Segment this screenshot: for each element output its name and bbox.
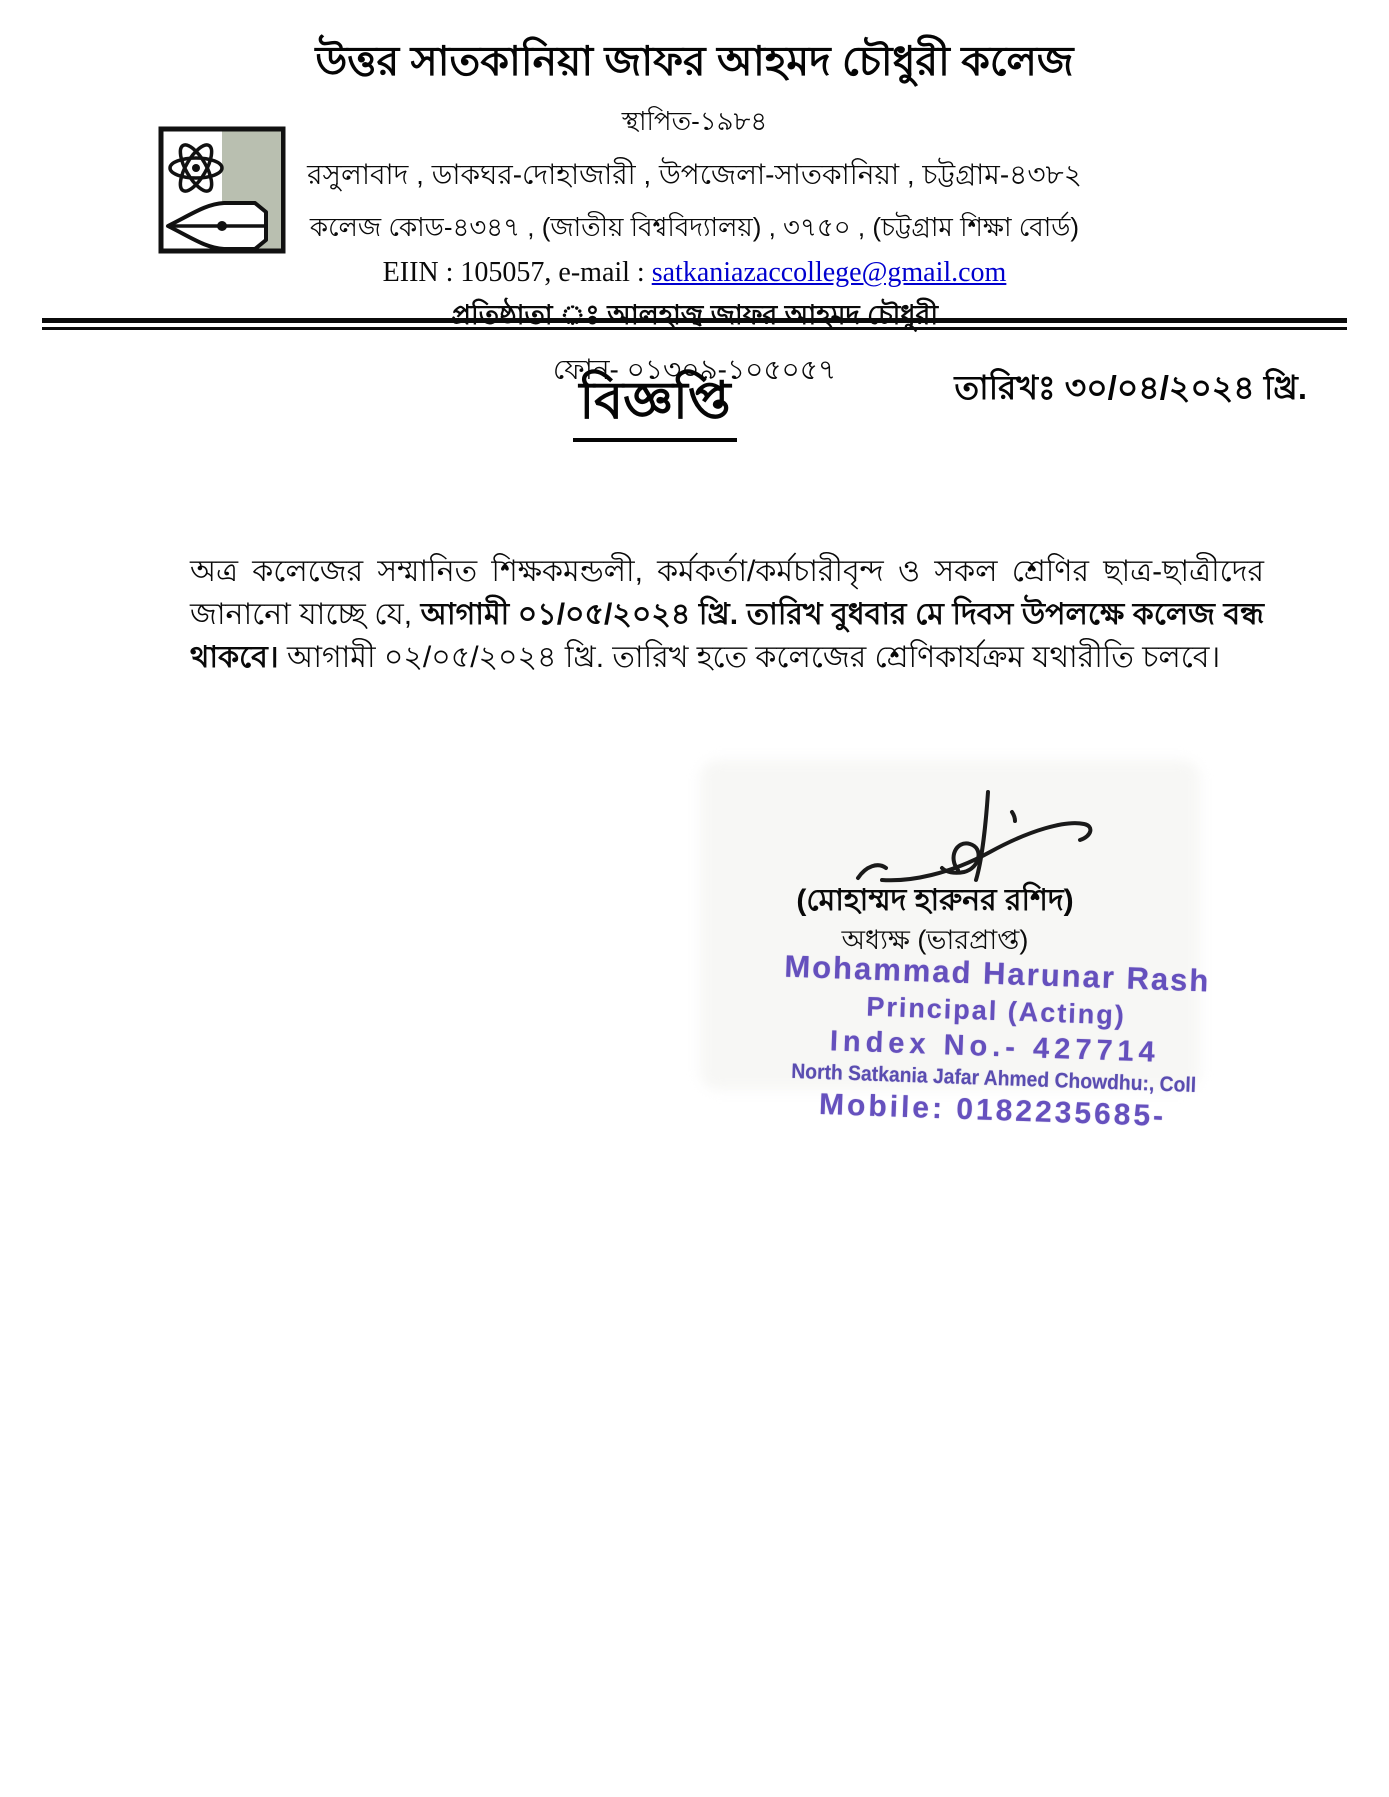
notice-title: বিজ্ঞপ্তি — [573, 372, 736, 442]
stamp-name: Mohammad Harunar Rash — [783, 948, 1211, 999]
letterhead — [0, 36, 1389, 395]
college-name: উত্তর সাতকানিয়া জাফর আহমদ চৌধুরী কলেজ — [315, 38, 1074, 84]
header-divider-rule — [42, 318, 1347, 330]
college-address: রসুলাবাদ , ডাকঘর-দোহাজারী , উপজেলা-সাতকানিয়া , চট্টগ্রাম-৪৩৮২ — [307, 159, 1082, 191]
body-segment-1: অত্র কলেজের সম্মানিত শিক্ষকমন্ডলী, কর্মকর্তা/কর্মচারীবৃন্দ ও সকল শ্রেণির ছাত্র-ছাত্রীদের জানানো যাচ্ছে যে, — [190, 555, 1264, 631]
stamp-mobile: Mobile: 0182235685- — [818, 1087, 1167, 1134]
body-segment-2-bold: আগামী ০১/০৫/২০২৪ খ্রি. তারিখ বুধবার মে দিবস উপলক্ষে কলেজ বন্ধ থাকবে। — [190, 598, 1264, 674]
stamp-index-no: Index No.- 427714 — [829, 1025, 1161, 1069]
founder-line: প্রতিষ্ঠাতা ঃ আলহাজ্ব জাফর আহমদ চৌধুরী — [450, 300, 939, 331]
notice-body — [190, 550, 1264, 679]
signature-handwriting — [840, 782, 1120, 887]
principal-stamp — [737, 947, 1253, 1137]
notice-date: তারিখঃ ৩০/০৪/২০২৪ খ্রি. — [954, 369, 1307, 406]
phone-line: ফোন- ০১৩০৯-১০৫০৫৭ — [552, 354, 837, 386]
eiin-email-line — [0, 257, 1389, 289]
notice-title-wrap — [0, 372, 1310, 442]
body-segment-3: আগামী ০২/০৫/২০২৪ খ্রি. তারিখ হতে কলেজের শ্রেণিকার্যক্রম যথারীতি চলবে। — [278, 641, 1221, 674]
college-code: কলেজ কোড-৪৩৪৭ , (জাতীয় বিশ্ববিদ্যালয়) , ৩৭৫০ , (চট্টগ্রাম শিক্ষা বোর্ড) — [309, 212, 1080, 243]
established-year: স্থাপিত-১৯৮৪ — [621, 106, 768, 137]
email-link[interactable]: satkaniazaccollege@gmail.com — [651, 257, 1007, 289]
eiin-label: EIIN : 105057, e-mail : — [382, 257, 652, 289]
stamp-college-name: North Satkania Jafar Ahmed Chowdhu:, Coll — [790, 1059, 1197, 1098]
stamp-designation: Principal (Acting) — [865, 991, 1127, 1031]
signatory-name: (মোহাম্মদ হারুনর রশিদ) — [796, 884, 1074, 917]
signatory-designation: অধ্যক্ষ (ভারপ্রাপ্ত) — [841, 925, 1029, 955]
